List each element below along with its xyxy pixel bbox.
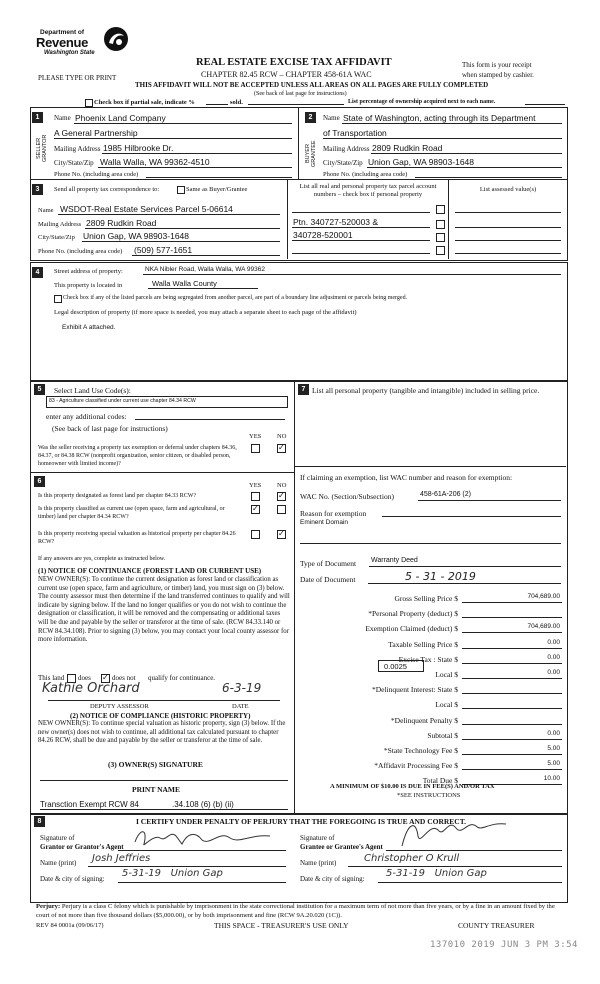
notice-1-title: (1) NOTICE OF CONTINUANCE (FOREST LAND OR CURRENT USE) [38, 567, 262, 575]
forest-no-check-icon: ✓ [278, 491, 285, 500]
parcel-2-checkbox[interactable] [436, 220, 445, 229]
seller-phone-label: Phone No. (including area code) [54, 171, 139, 178]
printed-exempt-1[interactable]: Transction Exempt RCW 84 [40, 800, 139, 809]
minimum-due: A MINIMUM OF $10.00 IS DUE IN FEE(S) AND/OR TAX [330, 783, 495, 790]
same-as-buyer-checkbox[interactable] [177, 186, 185, 194]
grantor-date-label: Date & city of signing: [40, 875, 105, 883]
grantor-sig-label-2: Grantor or Grantor's Agent [40, 843, 124, 851]
form-chapter: CHAPTER 82.45 RCW – CHAPTER 458-61A WAC [201, 70, 372, 79]
treasurer-use: THIS SPACE - TREASURER'S USE ONLY [214, 921, 349, 930]
seller-city[interactable]: Walla Walla, WA 99362-4510 [100, 157, 210, 167]
owner-signature-label: (3) OWNER(S) SIGNATURE [108, 760, 203, 769]
amount-row-label: *Delinquent Interest: State $ [371, 685, 458, 695]
parcel-3-checkbox[interactable] [436, 233, 445, 242]
assessor-date: 6-3-19 [222, 681, 262, 695]
historic-yes-checkbox[interactable] [251, 530, 260, 539]
amount-row-line [462, 602, 562, 603]
forest-land-question: Is this property designated as forest land per chapter 84.33 RCW? [38, 493, 197, 499]
perjury-body: Perjury is a class C felony which is punishable by imprisonment in the state correctional institution for a maximum term of not more than five years, or by a fine in an amount fixed by the court of not more than five thousand dollars ($5,000.00), or by both imprisonment and fine (RCW 9A.20.020 (1C)). [36, 903, 555, 919]
grantor-name-label: Name (print) [40, 859, 77, 867]
amount-row-label: Gross Selling Price $ [394, 594, 458, 603]
grantee-name-label: Name (print) [300, 859, 337, 867]
select-land-use-label: Select Land Use Code(s): [54, 386, 131, 395]
amount-row-line [462, 769, 562, 770]
seller-city-label: City/State/Zip [54, 159, 94, 167]
current-use-question: Is this property classified as current use (open space, farm and agricultural, or timber) land per chapter 84.34 RCW? [38, 506, 225, 520]
located-county[interactable]: Walla Walla County [152, 279, 217, 288]
additional-codes-label: enter any additional codes: [46, 412, 127, 421]
amount-row-value[interactable]: 0.00 [547, 638, 560, 646]
sec3-phone-label: Phone No. (including area code) [38, 248, 123, 255]
rev-number: REV 84 0001a (09/06/17) [36, 922, 104, 929]
amount-row-label: *State Technology Fee $ [383, 746, 458, 755]
seller-side-label: SELLER GRANTOR [36, 134, 48, 162]
section-8-badge: 8 [34, 816, 45, 827]
amount-row-value[interactable]: 5.00 [547, 760, 560, 768]
amount-row-line [462, 617, 562, 618]
amount-row-label: *Personal Property (deduct) $ [368, 609, 458, 619]
located-label: This property is located in [54, 282, 123, 289]
notice-2-body: NEW OWNER(S): To continue special valuation as historic property, sign (3) below. If the new owner(s) does not wish to continue, all additional tax calculated pursuant to chapter 84.26 RCW, shall be due and payable by the seller or transferor at the time of sale. [38, 720, 286, 745]
sec3-name[interactable]: WSDOT-Real Estate Services Parcel 5-06614 [60, 204, 233, 214]
land-use-code-box[interactable] [46, 396, 288, 408]
amount-row-label: Local $ [435, 700, 458, 710]
amount-row-value[interactable]: 5.00 [547, 745, 560, 752]
section-4-badge: 4 [32, 267, 43, 278]
buyer-phone-label: Phone No. (including area code) [323, 171, 408, 178]
section-5-badge: 5 [34, 384, 45, 395]
section-2-badge: 2 [305, 112, 316, 123]
county-treasurer: COUNTY TREASURER [458, 921, 535, 930]
certify-statement: I CERTIFY UNDER PENALTY OF PERJURY THAT THE FOREGOING IS TRUE AND CORRECT. [136, 817, 467, 826]
personal-property-label: List all personal property (tangible and intangible) included in selling price. [312, 386, 540, 395]
sec5-yes: YES [249, 433, 262, 440]
form-warning: THIS AFFIDAVIT WILL NOT BE ACCEPTED UNLESS ALL AREAS ON ALL PAGES ARE FULLY COMPLETED [135, 81, 489, 89]
seller-name[interactable]: Phoenix Land Company [75, 113, 166, 123]
section-7-badge: 7 [298, 384, 309, 395]
sec3-phone[interactable]: (509) 577-1651 [134, 245, 193, 255]
segregated-label: Check box if any of the listed parcels are being segregated from another parcel, are part of a boundary line adjustment or parcels being merged. [63, 295, 408, 301]
buyer-name-2[interactable]: of Transportation [323, 128, 387, 138]
logo-text-top: Department of [40, 29, 85, 36]
doc-date-label: Date of Document [300, 575, 356, 584]
exhibit-text: Exhibit A attached. [62, 324, 116, 331]
cashier-stamp: 137010 2019 JUN 3 PM 3:54 [430, 940, 578, 950]
deputy-assessor-label: DEPUTY ASSESSOR [90, 703, 149, 710]
amount-row-label: Local $ [435, 670, 458, 679]
grantee-name[interactable]: Christopher O Krull [364, 853, 460, 864]
buyer-city[interactable]: Union Gap, WA 98903-1648 [368, 157, 475, 167]
parcel-list-header: List all real and personal property tax parcel account numbers – check box if personal property [299, 183, 437, 198]
grantee-sig-label-1: Signature of [300, 834, 335, 842]
forest-yes-checkbox[interactable] [251, 492, 260, 501]
amount-row-line [462, 648, 562, 649]
perjury-statement [36, 902, 564, 920]
local-rate-box[interactable] [378, 660, 424, 672]
amount-row-label: Total Due $ [422, 776, 458, 786]
printed-exempt-2[interactable]: .34.108 (6) (b) (ii) [172, 800, 234, 809]
amount-row-line [462, 678, 562, 679]
section-4-frame [30, 262, 568, 381]
amount-row-label: Exemption Claimed (deduct) $ [365, 624, 458, 634]
qualify-label: qualify for continuance. [148, 674, 216, 682]
grantee-sig-label-2: Grantee or Grantee's Agent [300, 843, 383, 851]
sec6-no: NO [277, 482, 287, 489]
assessed-header: List assessed value(s) [479, 186, 537, 193]
grantor-name[interactable]: Josh Jeffries [92, 853, 151, 864]
amount-row-value[interactable]: 10.00 [543, 775, 560, 783]
parcel-2[interactable]: 340728-520001 [293, 230, 353, 240]
seller-address-label: Mailing Address [54, 145, 101, 153]
list-percentage-label: List percentage of ownership acquired next to each name. [348, 99, 496, 105]
amount-row-line [462, 693, 562, 694]
street-address[interactable]: NKA Nibler Road, Walla Walla, WA 99362 [145, 266, 265, 273]
amount-row-line [462, 632, 562, 633]
if-yes-label: If any answers are yes, complete as instructed below. [38, 556, 166, 562]
assessor-signature: Kathie Orchard [42, 681, 140, 696]
amount-row-line [462, 708, 562, 709]
logo-text-main: Revenue [36, 35, 89, 50]
section-1-badge: 1 [32, 112, 43, 123]
sold-label: sold. [230, 99, 243, 106]
grantee-date-label: Date & city of signing: [300, 875, 365, 883]
section-6-badge: 6 [34, 476, 45, 487]
see-instructions: *SEE INSTRUCTIONS [397, 792, 461, 799]
local-rate: 0.0025 [384, 662, 407, 671]
exemption-question: Was the seller receiving a property tax exemption or deferral under chapters 84.36, 84.37, or 84.38 RCW (nonprofit organization, senior citizen, or disabled person, homeowner with limited income)? [38, 445, 237, 467]
land-does-not-check-icon: ✓ [102, 673, 109, 682]
parcel-1-checkbox[interactable] [436, 205, 445, 214]
receipt-line-2: when stamped by cashier. [462, 71, 534, 79]
amount-row-line [462, 724, 562, 725]
amount-row-value[interactable]: 0.00 [547, 669, 560, 676]
doc-type-label: Type of Document [300, 559, 357, 568]
claiming-exemption-label: If claiming an exemption, list WAC number and reason for exemption: [300, 473, 513, 482]
receipt-line-1: This form is your receipt [462, 61, 532, 69]
exemption-yes-checkbox[interactable] [251, 444, 260, 453]
buyer-city-label: City/State/Zip [323, 159, 363, 167]
amount-row-label: *Delinquent Penalty $ [390, 715, 458, 725]
buyer-name-label: Name [323, 114, 340, 122]
doc-type[interactable]: Warranty Deed [371, 557, 418, 564]
current-use-no-checkbox[interactable] [277, 505, 286, 514]
grantor-signature-icon [130, 826, 280, 848]
sec5-see-back: (See back of last page for instructions) [52, 424, 168, 433]
sec3-address[interactable]: 2809 Rudkin Road [86, 218, 157, 228]
buyer-side-label: BUYER GRANTEE [305, 140, 317, 168]
amount-row-line [462, 663, 562, 664]
sec3-city-label: City/State/Zip [38, 234, 75, 241]
historic-no-check-icon: ✓ [278, 529, 285, 538]
reason-label: Reason for exemption [300, 509, 367, 518]
wac-number[interactable]: 458-61A-206 (2) [420, 491, 471, 498]
amount-row-value[interactable]: 0.00 [547, 729, 560, 737]
does-label: does [78, 674, 91, 682]
perjury-title: Perjury: [36, 903, 61, 910]
amount-row-value[interactable]: 704,689.00 [527, 623, 560, 631]
grantee-signature-icon [396, 816, 516, 850]
grantor-sig-label-1: Signature of [40, 834, 75, 842]
parcel-1[interactable]: Ptn. 340727-520003 & [293, 217, 379, 227]
seller-name-label: Name [54, 114, 71, 122]
land-use-code: 83 - Agriculture classified under current use chapter 84.34 RCW [49, 398, 196, 404]
doc-date[interactable]: 5 - 31 - 2019 [405, 570, 476, 583]
amount-row-value[interactable]: 0.00 [547, 653, 560, 661]
sec3-city[interactable]: Union Gap, WA 98903-1648 [83, 231, 190, 241]
see-back: (See back of last page for instructions) [254, 91, 347, 97]
sec3-name-label: Name [38, 207, 54, 214]
partial-sale-checkbox[interactable] [85, 99, 93, 107]
same-as-buyer-label: Same as Buyer/Grantee [186, 186, 248, 193]
amount-row-line [462, 739, 562, 740]
street-label: Street address of property: [54, 268, 123, 275]
sec5-no: NO [277, 433, 287, 440]
revenue-logo [36, 24, 131, 62]
amount-row-label: Subtotal $ [427, 730, 458, 740]
current-use-yes-check-icon: ✓ [252, 504, 259, 513]
please-type: PLEASE TYPE OR PRINT [38, 74, 117, 82]
assessor-date-label: DATE [232, 703, 249, 710]
notice-2-title: (2) NOTICE OF COMPLIANCE (HISTORIC PROPERTY) [70, 712, 251, 720]
amount-row-label: Excise Tax : State $ [398, 654, 458, 664]
exemption-no-check-icon: ✓ [278, 443, 285, 452]
form-title: REAL ESTATE EXCISE TAX AFFIDAVIT [196, 57, 392, 68]
buyer-address-label: Mailing Address [323, 145, 370, 153]
section-3-badge: 3 [32, 184, 43, 195]
wac-label: WAC No. (Section/Subsection) [300, 492, 394, 501]
reason-value[interactable]: Eminent Domain [300, 519, 349, 526]
grantee-date-city[interactable]: 5-31-19 Union Gap [386, 868, 487, 879]
seller-address[interactable]: 1985 Hilbrooke Dr. [103, 143, 174, 153]
legal-description-label: Legal description of property (if more space is needed, you may attach a separate sheet to each page of the affidavit) [54, 309, 357, 316]
this-land-label: This land [38, 674, 65, 682]
print-name-label: PRINT NAME [132, 785, 180, 794]
send-correspondence-label: Send all property tax correspondence to: [54, 186, 160, 193]
does-not-label: does not [112, 674, 136, 682]
partial-sale-label: Check box if partial sale, indicate % [94, 99, 195, 106]
amount-row-line [462, 754, 562, 755]
sec6-yes: YES [249, 482, 262, 489]
amount-row-label: Taxable Selling Price $ [388, 639, 458, 649]
buyer-address[interactable]: 2809 Rudkin Road [372, 143, 443, 153]
segregated-checkbox[interactable] [54, 295, 62, 303]
logo-text-sub: Washington State [44, 50, 95, 56]
notice-1-body: NEW OWNER(S): To continue the current designation as forest land or classification as current use (open space, farm and agriculture, or timber) land, you must sign on (3) below. The county assessor must then determine if the land transferred continues to qualify and will indicate by signing below. If the land no longer qualifies or you do not wish to continue the designation or classification, it will be removed and the compensating or additional taxes will be due and payable by the seller or transferor at the time of sale. (RCW 84.33.140 or RCW 84.34.108). Prior to signing (3) below, you may contact your local county assessor for more information. [38, 576, 290, 644]
historic-question: Is this property receiving special valuation as historical property per chapter 84.26 RCW? [38, 531, 236, 545]
sec3-address-label: Mailing Address [38, 221, 82, 228]
amount-row-label: *Affidavit Processing Fee $ [374, 761, 458, 771]
seller-name-2[interactable]: A General Partnership [54, 128, 138, 138]
buyer-name[interactable]: State of Washington, acting through its Department [343, 113, 536, 123]
logo-swirl-icon [102, 25, 130, 53]
grantor-date-city[interactable]: 5-31-19 Union Gap [122, 868, 223, 879]
parcel-4-checkbox[interactable] [436, 246, 445, 255]
amount-row-value[interactable]: 704,689.00 [527, 593, 560, 600]
